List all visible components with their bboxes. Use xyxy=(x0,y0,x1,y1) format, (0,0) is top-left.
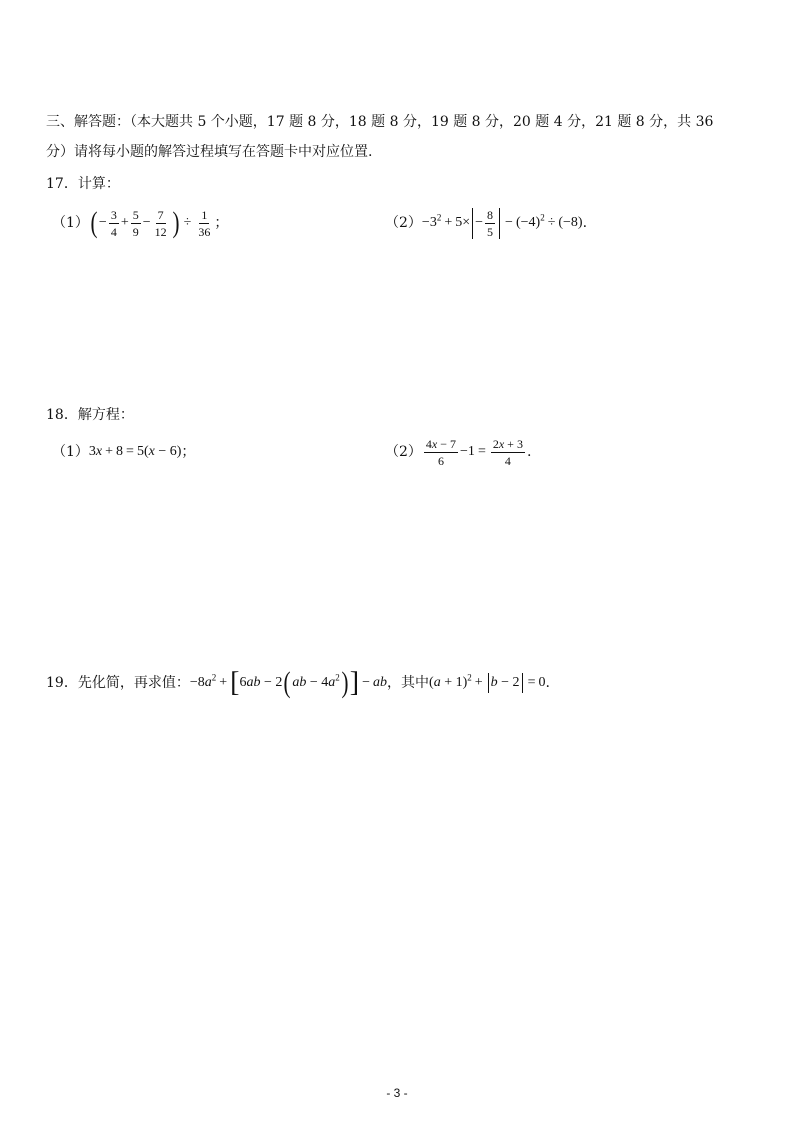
q18-part1-expression: 3x + 8 = 5(x − 6) xyxy=(88,444,182,459)
q18-part2-expression: $\frac{4x - 7}{6}$ −1 = $\frac{2x + 3}{4}$ xyxy=(425,436,523,468)
q18-part1-label: （1） xyxy=(52,444,89,460)
q19-end: . xyxy=(545,675,550,691)
section-header-line2: 分）请将每小题的解答过程填写在答题卡中对应位置. xyxy=(46,144,373,160)
q17-part2 xyxy=(385,203,587,243)
section-header-line1: 三、解答题：（本大题共 5 个小题，17 题 8 分，18 题 8 分，19 题 8 分，20 题 4 分，21 题 8 分，共 36 xyxy=(46,114,714,130)
q17-part1-expression: ( − $\frac{3}{4}$ + $\frac{5}{9}$ − $\frac{7}{12}$ ) ÷ $\frac{1}{36}$ xyxy=(90,206,211,239)
q18-part1 xyxy=(52,432,195,472)
q18-label: 18．解方程： xyxy=(46,407,134,423)
q19-condition: $(a + 1)^2$ + b − 2 = 0 xyxy=(429,673,545,693)
q19-expression: $-8a^2$ + [ 6ab − 2 ( ab − $4a^2$ ) ] − ab xyxy=(189,666,388,699)
q19 xyxy=(46,668,550,698)
q18-part2-label: （2） xyxy=(385,444,422,460)
q19-label: 19．先化简，再求值： xyxy=(46,675,190,691)
q17-part2-label: （2） xyxy=(385,215,422,231)
q17-part2-expression: $-3^2$ + 5× − $\frac{8}{5}$ − $(-4)^2$ ÷ (−8) xyxy=(421,207,583,239)
page-number: - 3 - xyxy=(386,1086,408,1100)
q17-part2-end: . xyxy=(582,215,588,231)
q17-part1-label: （1） xyxy=(52,215,89,231)
q17-label: 17．计算： xyxy=(46,176,120,192)
q17-part1-end: ； xyxy=(214,215,229,231)
q18-part2-end: . xyxy=(526,444,532,460)
q19-mid: ，其中 xyxy=(387,675,430,691)
q17-part1 xyxy=(52,203,228,243)
q18-part2 xyxy=(385,432,531,472)
q18-part1-end: ； xyxy=(181,444,196,460)
